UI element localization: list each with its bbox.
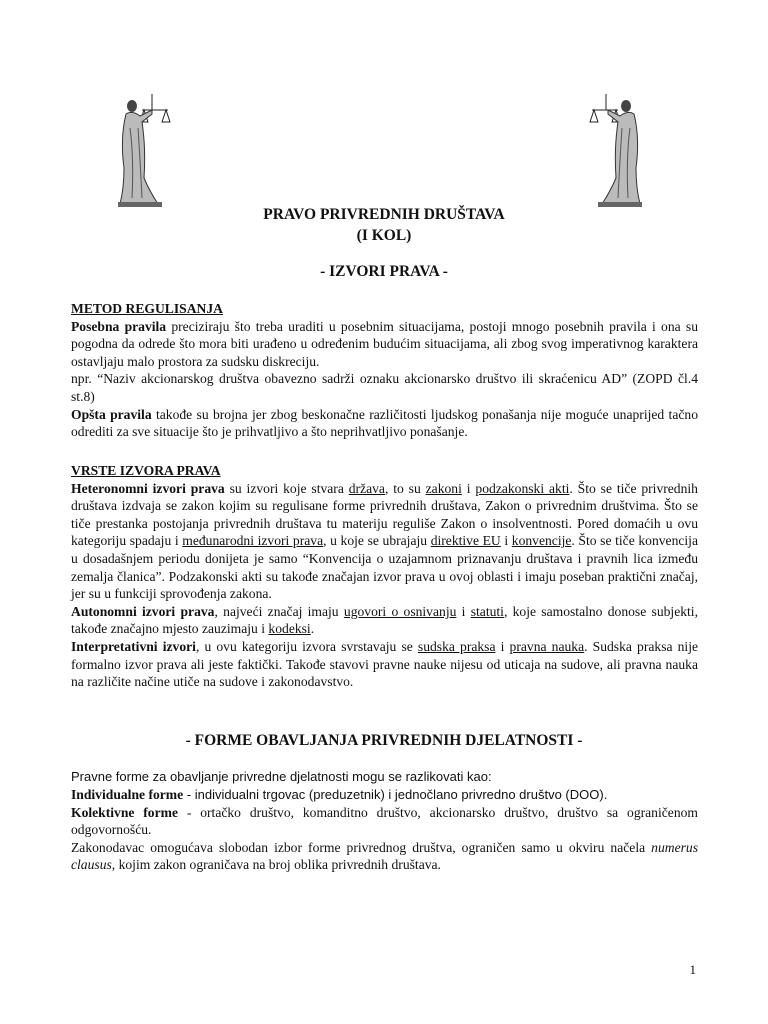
document-title: PRAVO PRIVREDNIH DRUŠTAVA xyxy=(263,206,505,223)
document-subtitle-kol: (I KOL) xyxy=(356,227,412,244)
kolektivne-forme: Kolektivne forme - ortačko društvo, komanditno društvo, akcionarsko društvo, društvo sa ograničenom odgovornošću. xyxy=(71,804,698,838)
metod-paragraph-2: npr. “Naziv akcionarskog društva obavezno sadrži oznaku akcionarsko društvo ili skraćenicu AD” (ZOPD čl.4 st.8) xyxy=(71,371,698,404)
individualne-forme: Individualne forme - individualni trgovac (preduzetnik) i jednočlano privredno društvo (DOO). xyxy=(71,787,608,802)
forme-section xyxy=(71,768,698,786)
lady-justice-left-image xyxy=(112,88,176,208)
lady-justice-right-image xyxy=(584,88,648,208)
vrste-section xyxy=(71,462,698,691)
page-number: 1 xyxy=(689,962,696,977)
autonomni-paragraph: Autonomni izvori prava, najveći značaj imaju ugovori o osnivanju i statuti, koje samostalno donose subjekti, takođe značajno mjesto zauzimaju i kodeksi. xyxy=(71,603,698,637)
forme-intro: Pravne forme za obavljanje privredne djelatnosti mogu se razlikovati kao: xyxy=(71,769,492,784)
metod-section xyxy=(71,300,698,441)
metod-paragraph-3: Opšta pravila takođe su brojna jer zbog beskonačne različitosti ljudskog ponašanja nije moguće unaprijed tačno odrediti za sve situacije što je prihvatljivo a što neprihvatljivo ponašanje. xyxy=(71,406,698,440)
metod-heading: METOD REGULISANJA xyxy=(71,301,223,316)
interpretativni-paragraph: Interpretativni izvori, u ovu kategoriju izvora svrstavaju se sudska praksa i pravna nauka. Sudska praksa nije formalno izvor prava ali jeste faktički. Takođe stavovi pravne nauke nijesu od uticaja na sudove, ali pravna nauka na različite načine utiče na sudove i zakonodavstvo. xyxy=(71,638,699,690)
heteronomni-paragraph: Heteronomni izvori prava su izvori koje stvara država, to su zakoni i podzakonski akti. Što se tiče privrednih društava izdvaja se zakon kojim su regulisane forme privrednih društava, Zakon o privrednim društvima. Što se tiče prestanka postojanja privrednih društava tu materiju reguliše Zakon o insolventnosti. Pored domaćih u ovu kategoriju spadaju i međunarodni izvori prava, u koje se ubrajaju direktive EU i konvencije. Što se tiče konvencija u dosadašnjem periodu donijeta je samo “Konvencija o uzajamnom priznavanju društava i pravnih lica između zemalja članica”. Podzakonski akti su takođe značajan izvor prava u ovoj oblasti i imaju poseban praktični značaj, jer su u funkciji sprovođenja zakona. xyxy=(71,480,698,602)
zakonodavac-paragraph: Zakonodavac omogućava slobodan izbor forme privrednog društva, ograničen samo u okviru načela numerus clausus, kojim zakon ograničava na broj oblika privrednih društava. xyxy=(71,839,698,873)
forme-body xyxy=(71,786,698,874)
forme-heading: - FORME OBAVLJANJA PRIVREDNIH DJELATNOSTI - xyxy=(185,732,583,749)
metod-paragraph-1: Posebna pravila preciziraju što treba uraditi u posebnim situacijama, postoji mnogo posebnih pravila i ona su pogodna da odrede što mora biti urađeno u određenim budućim situacijama, ali zbog svog imperativnog karaktera ostavljaju malo prostora za sudsku diskreciju. xyxy=(71,318,698,369)
vrste-heading: VRSTE IZVORA PRAVA xyxy=(71,463,221,478)
section-title-izvori: - IZVORI PRAVA - xyxy=(320,263,448,280)
